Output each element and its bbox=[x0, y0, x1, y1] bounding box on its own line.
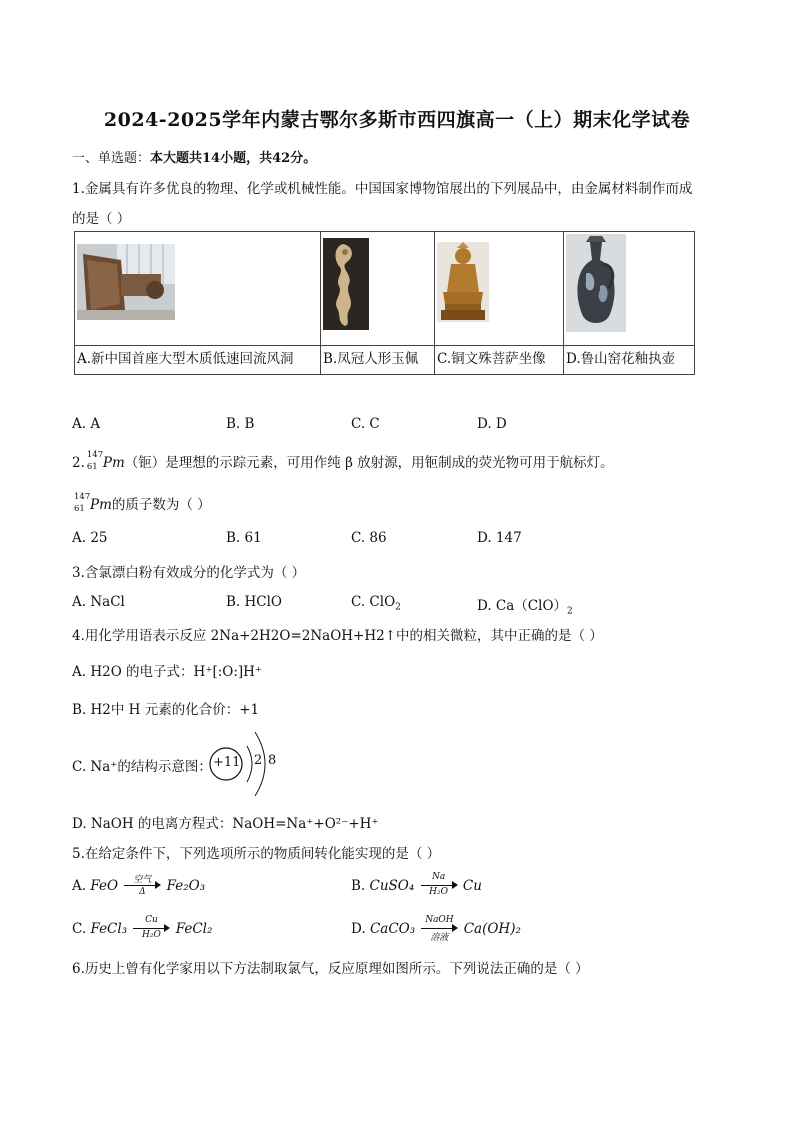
element-symbol: Pm bbox=[90, 497, 112, 513]
exhibit-caption-a: A.新中国首座大型木质低速回流风洞 bbox=[75, 346, 321, 375]
q3-option-c[interactable]: C. ClO$_2$ bbox=[351, 594, 401, 613]
q5-option-b[interactable] bbox=[351, 874, 482, 898]
q4-option-d[interactable]: D. NaOH 的电离方程式：NaOH=Na⁺+O²⁻+H⁺ bbox=[72, 816, 379, 832]
q2-option-a[interactable]: A. 25 bbox=[72, 530, 108, 546]
q1-exhibit-table bbox=[74, 231, 695, 375]
q1-stem-line1: 1.金属具有许多优良的物理、化学或机械性能。中国国家博物馆展出的下列展品中，由金属材料制作而成 bbox=[72, 181, 693, 197]
arrow-condition-top: 空气 bbox=[133, 875, 152, 885]
isotope-mass: 147 bbox=[74, 492, 91, 502]
jade-pendant-image bbox=[323, 238, 369, 330]
q5-c-reactant: FeCl₃ bbox=[90, 921, 128, 937]
q3-option-d-text: D. Ca（ClO） bbox=[477, 598, 568, 614]
glazed-ewer-image bbox=[566, 234, 626, 332]
na-nucleus-charge: +11 bbox=[213, 755, 241, 770]
exhibit-d-image-cell bbox=[564, 232, 695, 346]
exhibit-caption-b: B.凤冠人形玉佩 bbox=[321, 346, 435, 375]
q5-option-c[interactable] bbox=[72, 917, 212, 941]
q2-option-b[interactable]: B. 61 bbox=[226, 530, 262, 546]
q5-a-product: Fe₂O₃ bbox=[166, 878, 206, 894]
arrow-condition-bottom: Δ bbox=[139, 887, 146, 897]
q2-option-d[interactable]: D. 147 bbox=[477, 530, 522, 546]
q1-stem-line2: 的是（ ） bbox=[72, 211, 131, 227]
reaction-arrow bbox=[419, 917, 459, 941]
q2-line2-text: 的质子数为（ ） bbox=[111, 497, 211, 513]
q5-d-reactant: CaCO₃ bbox=[369, 921, 416, 937]
element-symbol: Pm bbox=[102, 455, 125, 471]
arrow-condition-bottom: 溶液 bbox=[430, 933, 449, 943]
arrow-condition-bottom: H₂O bbox=[429, 887, 448, 897]
arrow-condition-bottom: H₂O bbox=[142, 930, 161, 940]
reaction-arrow bbox=[122, 874, 162, 898]
q3-option-a[interactable]: A. NaCl bbox=[72, 594, 125, 610]
reaction-arrow bbox=[131, 917, 171, 941]
isotope-atomic-number: 61 bbox=[86, 462, 98, 472]
q6-stem: 6.历史上曾有化学家用以下方法制取氯气，反应原理如图所示。下列说法正确的是（ ） bbox=[72, 961, 589, 977]
q5-option-a[interactable] bbox=[72, 874, 205, 898]
q3-option-d[interactable]: D. $Ca(ClO)_2$ bbox=[477, 598, 573, 617]
q5-d-label: D. bbox=[351, 921, 366, 937]
section-description: 本大题共14小题，共42分。 bbox=[150, 151, 317, 166]
wind-tunnel-image bbox=[77, 244, 175, 320]
q3-stem: 3.含氯漂白粉有效成分的化学式为（ ） bbox=[72, 565, 306, 581]
exhibit-caption-c: C.铜文殊菩萨坐像 bbox=[435, 346, 564, 375]
arrow-condition-top: Na bbox=[431, 872, 446, 882]
exhibit-c-image-cell bbox=[435, 232, 564, 346]
q2-stem-line2 bbox=[72, 493, 211, 515]
q1-option-d[interactable]: D. D bbox=[477, 416, 507, 432]
q2-line1-text: （钷）是理想的示踪元素，可用作纯 β 放射源，用钷制成的荧光物可用于航标灯。 bbox=[124, 455, 614, 471]
q5-c-product: FeCl₂ bbox=[175, 921, 213, 937]
q4-option-c-label: C. Na⁺的结构示意图： bbox=[72, 759, 212, 775]
q5-stem: 5.在给定条件下，下列选项所示的物质间转化能实现的是（ ） bbox=[72, 846, 441, 862]
q1-option-b[interactable]: B. B bbox=[226, 416, 255, 432]
isotope-notation bbox=[72, 492, 91, 515]
q4-option-b[interactable]: B. H2中 H 元素的化合价：+1 bbox=[72, 702, 260, 718]
q5-b-label: B. bbox=[351, 878, 366, 894]
q4-option-c[interactable] bbox=[72, 755, 212, 775]
reaction-arrow bbox=[419, 874, 459, 898]
q3-option-c-text: C. ClO bbox=[351, 594, 396, 610]
q5-b-reactant: CuSO₄ bbox=[369, 878, 415, 894]
bronze-bodhisattva-image bbox=[437, 242, 489, 322]
q5-b-product: Cu bbox=[462, 878, 482, 894]
isotope-notation bbox=[85, 450, 104, 473]
q5-c-label: C. bbox=[72, 921, 87, 937]
q5-a-label: A. bbox=[72, 878, 87, 894]
isotope-mass: 147 bbox=[86, 450, 104, 460]
q2-option-c[interactable]: C. 86 bbox=[351, 530, 387, 546]
na-shell1-count: 2 bbox=[254, 753, 263, 768]
exhibit-a-image-cell bbox=[75, 232, 321, 346]
section-header bbox=[72, 147, 316, 166]
q2-stem-line1 bbox=[72, 451, 614, 473]
isotope-atomic-number: 61 bbox=[74, 504, 85, 514]
q2-number: 2. bbox=[72, 455, 85, 471]
section-prefix: 一、单选题： bbox=[72, 151, 151, 166]
q5-d-product: Ca(OH)₂ bbox=[463, 921, 521, 937]
na-shell2-count: 8 bbox=[268, 753, 277, 768]
exhibit-b-image-cell bbox=[321, 232, 435, 346]
q4-stem: 4.用化学用语表示反应 2Na+2H2O=2NaOH+H2↑中的相关微粒，其中正确的是（ ） bbox=[72, 628, 603, 644]
q4-option-a[interactable]: A. H2O 的电子式：H⁺[:O:]H⁺ bbox=[72, 664, 263, 680]
q3-option-b[interactable]: B. HClO bbox=[226, 594, 282, 610]
exhibit-caption-d: D.鲁山窑花釉执壶 bbox=[564, 346, 695, 375]
q1-option-a[interactable]: A. A bbox=[72, 416, 101, 432]
arrow-condition-top: NaOH bbox=[425, 915, 454, 925]
q1-option-c[interactable]: C. C bbox=[351, 416, 380, 432]
q5-a-reactant: FeO bbox=[90, 878, 119, 894]
arrow-condition-top: Cu bbox=[145, 915, 158, 925]
q5-option-d[interactable] bbox=[351, 917, 521, 941]
page-title: 2024-2025学年内蒙古鄂尔多斯市西四旗高一（上）期末化学试卷 bbox=[103, 109, 691, 131]
